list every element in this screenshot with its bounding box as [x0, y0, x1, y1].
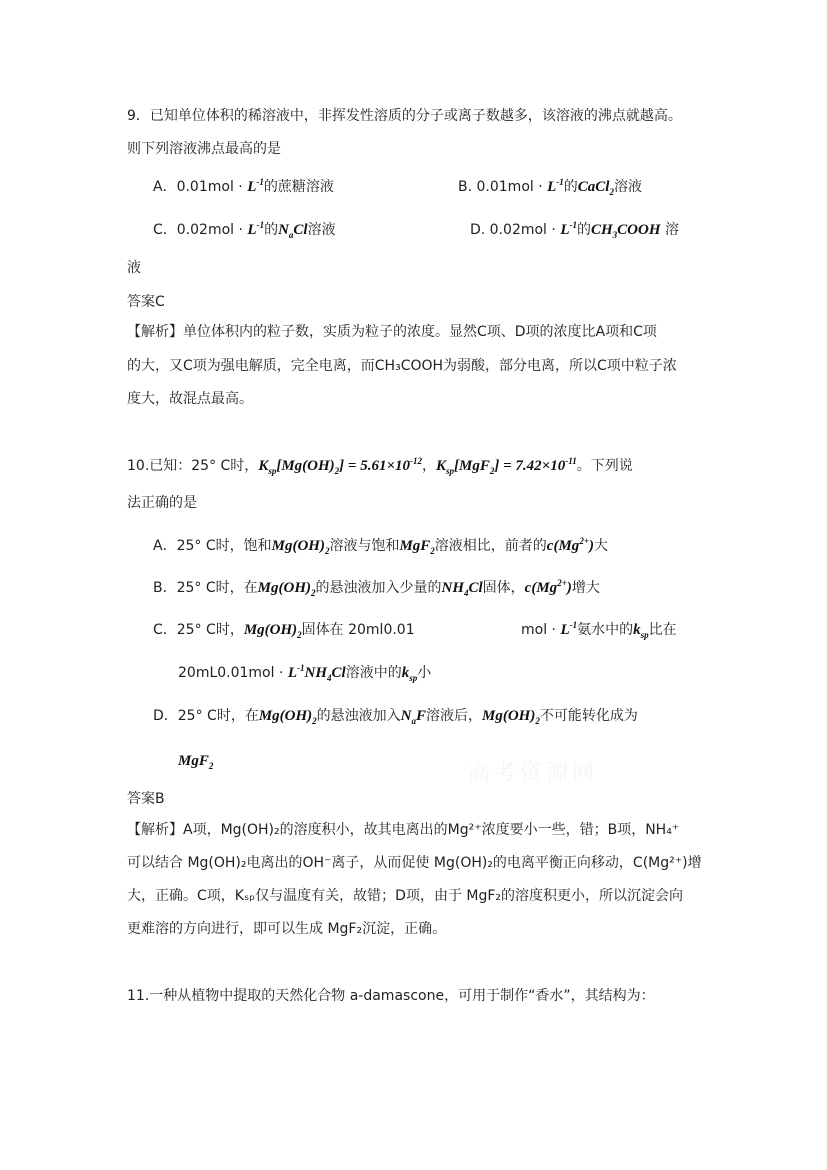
- q11-stem: 11.一种从植物中提取的天然化合物 a-damascone，可用于制作“香水”，其结构为：: [127, 988, 655, 1004]
- q10-option-c-cont: mol · $L^{-1}$氨水中的$k_{sp}$比在: [521, 620, 677, 640]
- q10-option-c-line2: $20mL0.01mol \cdot L^{-1}NH_4Cl$溶液中的$k_{sp}$小: [178, 663, 432, 683]
- q9-option-d-wrap: 液: [127, 260, 141, 276]
- q9-stem-line1: 9．已知单位体积的稀溶液中，非挥发性溶质的分子或离子数越多，该溶液的沸点就越高。: [127, 108, 682, 124]
- q10-stem-line2: 法正确的是: [127, 495, 197, 511]
- q10-explanation-line4: 更难溶的方向进行，即可以生成 MgF₂沉淀，正确。: [127, 921, 447, 937]
- q10-option-d-wrap: MgF$_2$: [178, 753, 214, 771]
- q9-option-b: B. $0.01mol \cdot L^{-1}$的CaCl$_2$溶液: [458, 177, 642, 197]
- q9-option-c: C．$0.02mol \cdot L^{-1}$的$N_aCl$溶液: [153, 220, 336, 240]
- q10-explanation-line3: 大，正确。C项，Kₛₚ仅与温度有关，故错；D项，由于 MgF₂的溶度积更小，所以沉淀会向: [127, 888, 684, 904]
- q10-answer: 答案B: [127, 791, 165, 807]
- q9-explanation-line1: 【解析】单位体积内的粒子数，实质为粒子的浓度。显然C项、D项的浓度比A项和C项: [127, 324, 657, 340]
- q10-option-d: D．25° C时，在$Mg(OH)_2$的悬浊液加入$N_aF$溶液后，$Mg(OH)_2$不可能转化成为: [153, 708, 638, 726]
- q9-explanation-line2: 的大，又C项为强电解质，完全电离，而CH₃COOH为弱酸，部分电离，所以C项中粒子浓: [127, 358, 677, 374]
- watermark: 高考资源网: [468, 761, 599, 786]
- q10-option-b: B．25° C时，在$Mg(OH)_2$的悬浊液加入少量的$NH_4Cl$固体，$c(Mg^{2+})$增大: [153, 578, 600, 598]
- q10-option-a: A．25° C时，饱和$Mg(OH)_2$溶液与饱和MgF$_2$溶液相比，前者的$c(Mg^{2+})$大: [153, 536, 608, 556]
- q10-stem-line1: 10.已知：25° C时，$K_{sp}[Mg(OH)_2] = 5.61\times 10^{-12}$，$K_{sp}[MgF_2] = 7.42\times 10^{-11}$。下列说: [127, 456, 633, 476]
- q9-answer: 答案C: [127, 294, 165, 310]
- q9-option-a: A．$0.01mol \cdot L^{-1}$的蔗糖溶液: [153, 177, 334, 195]
- q10-option-c: C．25° C时，$Mg(OH)_2$固体在 20ml0.01: [153, 622, 415, 640]
- q9-stem-line2: 则下列溶液沸点最高的是: [127, 141, 281, 157]
- q9-option-d: D. $0.02mol \cdot L^{-1}$的$CH_3COOH$ 溶: [470, 220, 679, 240]
- q9-explanation-line3: 度大，故混点最高。: [127, 391, 253, 407]
- q10-explanation-line1: 【解析】A项，Mg(OH)₂的溶度积小，故其电离出的Mg²⁺浓度要小一些，错；B项，NH₄⁺: [127, 822, 680, 838]
- q10-explanation-line2: 可以结合 Mg(OH)₂电离出的OH⁻离子，从而促使 Mg(OH)₂的电离平衡正向移动，C(Mg²⁺)增: [127, 855, 702, 871]
